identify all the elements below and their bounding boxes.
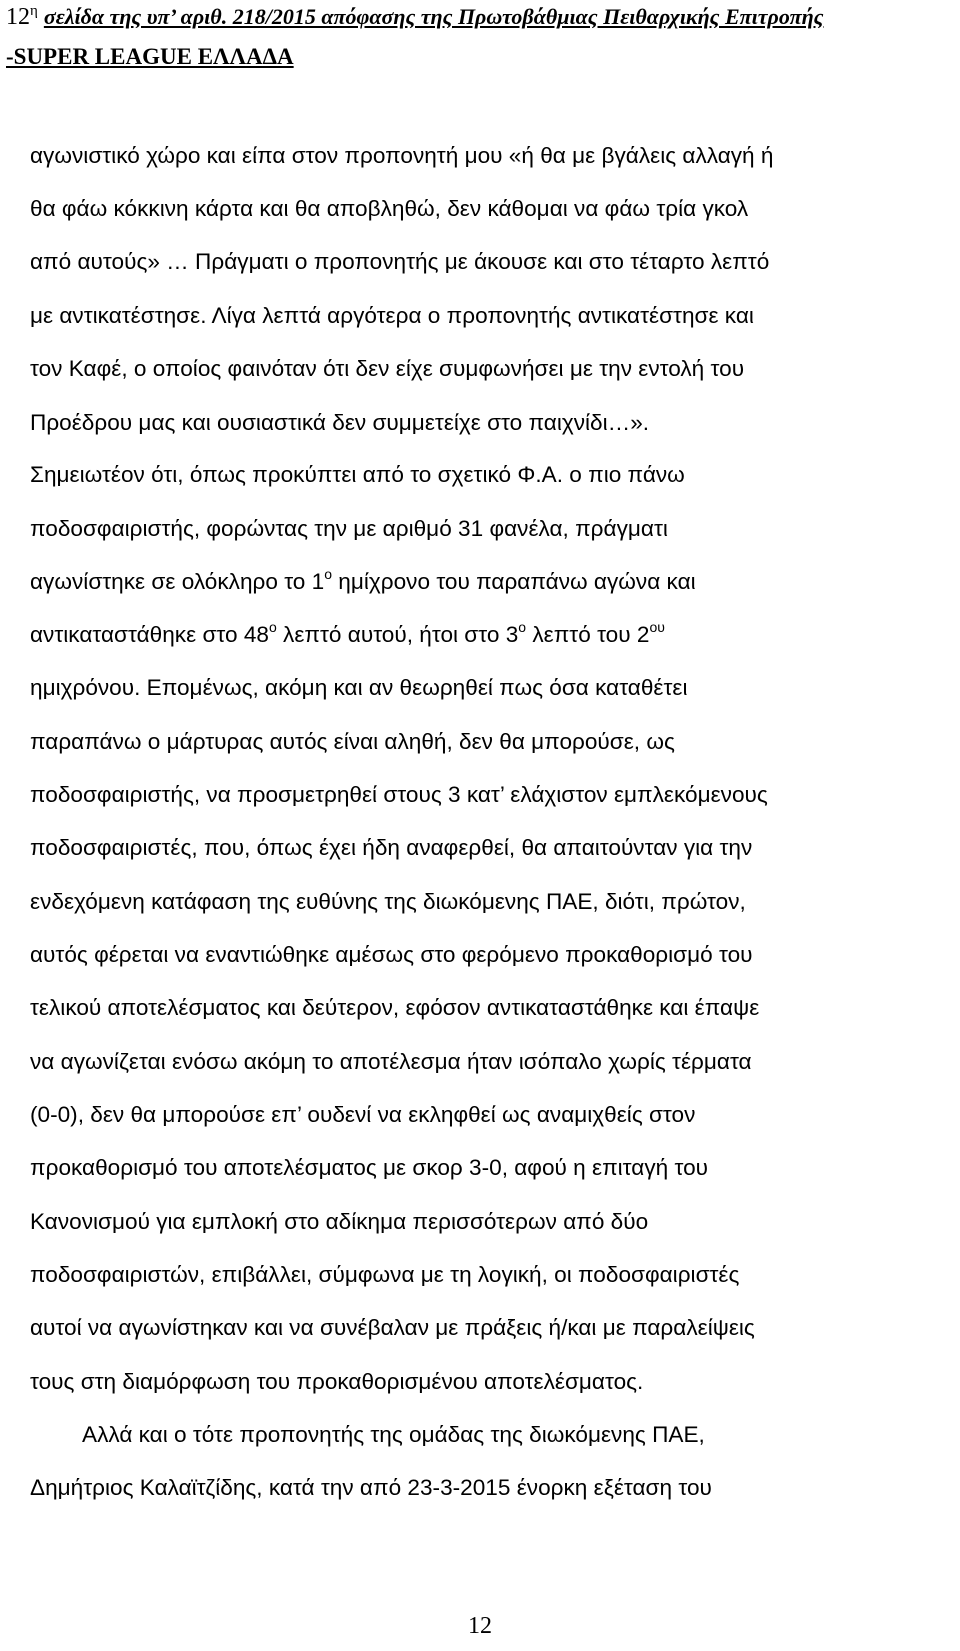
- text-line: Κανονισμού για εμπλοκή στο αδίκημα περισσότερων από δύο: [30, 1209, 649, 1234]
- ordinal-suffix: ο: [268, 619, 277, 635]
- text-line: [30, 566, 696, 598]
- text-segment: λεπτό του 2: [532, 622, 650, 647]
- justified-text: Προέδρου μας και ουσιαστικά δεν συμμετείχε στο παιχνίδι…».: [30, 410, 650, 435]
- ordinal-suffix: ο: [518, 619, 527, 635]
- footer-page-number: 12: [468, 1613, 492, 1639]
- text-line: Δημήτριος Καλαϊτζίδης, κατά την από 23-3-2015 ένορκη εξέταση του: [30, 1475, 712, 1500]
- text-segment: αντικαταστάθηκε στο 48: [30, 622, 269, 647]
- text-line: από αυτούς» … Πράγματι ο προπονητής με άκουσε και στο τέταρτο λεπτό: [30, 249, 770, 274]
- text-line: ποδοσφαιριστές, που, όπως έχει ήδη αναφερθεί, θα απαιτούνταν για την: [30, 835, 753, 860]
- text-line: παραπάνω ο μάρτυρας αυτός είναι αληθή, δεν θα μπορούσε, ως: [30, 729, 675, 754]
- page-header: [6, 2, 823, 32]
- ordinal-suffix: ο: [324, 566, 333, 582]
- text-line: Αλλά και ο τότε προπονητής της ομάδας της διωκόμενης ΠΑΕ,: [82, 1422, 705, 1447]
- ordinal-suffix: ου: [649, 619, 665, 635]
- text-line: ποδοσφαιριστών, επιβάλλει, σύμφωνα με τη λογική, οι ποδοσφαιριστές: [30, 1262, 740, 1287]
- text-line: αγωνιστικό χώρο και είπα στον προπονητή μου «ή θα με βγάλεις αλλαγή ή: [30, 143, 774, 168]
- text-segment: λεπτό αυτού, ήτοι στο 3: [283, 622, 519, 647]
- header-subtitle: -SUPER LEAGUE ΕΛΛΑΔΑ: [6, 44, 294, 69]
- text-line: [30, 619, 665, 651]
- text-line: ποδοσφαιριστής, φορώντας την με αριθμό 31 φανέλα, πράγματι: [30, 516, 668, 541]
- text-line: τους στη διαμόρφωση του προκαθορισμένου αποτελέσματος.: [30, 1369, 644, 1394]
- text-line: προκαθορισμό του αποτελέσματος με σκορ 3-0, αφού η επιταγή του: [30, 1155, 709, 1180]
- header-page-number-suffix: η: [30, 3, 38, 19]
- text-line: ενδεχόμενη κατάφαση της ευθύνης της διωκόμενης ΠΑΕ, διότι, πρώτον,: [30, 889, 746, 914]
- text-segment: αγωνίστηκε σε ολόκληρο το 1: [30, 569, 325, 594]
- header-page-number: 12: [6, 4, 30, 30]
- text-line: ημιχρόνου. Επομένως, ακόμη και αν θεωρηθεί πως όσα καταθέτει: [30, 675, 688, 700]
- text-line: τελικού αποτελέσματος και δεύτερον, εφόσον αντικαταστάθηκε και έπαψε: [30, 995, 760, 1020]
- text-segment: ημίχρονο του παραπάνω αγώνα και: [338, 569, 696, 594]
- text-line: αυτοί να αγωνίστηκαν και να συνέβαλαν με πράξεις ή/και με παραλείψεις: [30, 1315, 755, 1340]
- text-line: ποδοσφαιριστής, να προσμετρηθεί στους 3 κατ’ ελάχιστον εμπλεκόμενους: [30, 782, 768, 807]
- text-line: Σημειωτέον ότι, όπως προκύπτει από το σχετικό Φ.Α. ο πιο πάνω: [30, 462, 685, 487]
- text-line: τον Καφέ, ο οποίος φαινόταν ότι δεν είχε συμφωνήσει με την εντολή του: [30, 356, 745, 381]
- text-line: αυτός φέρεται να εναντιώθηκε αμέσως στο φερόμενο προκαθορισμό του: [30, 942, 753, 967]
- text-line: θα φάω κόκκινη κάρτα και θα αποβληθώ, δεν κάθομαι να φάω τρία γκολ: [30, 196, 749, 221]
- text-line: με αντικατέστησε. Λίγα λεπτά αργότερα ο προπονητής αντικατέστησε και: [30, 303, 754, 328]
- text-line: (0-0), δεν θα μπορούσε επ’ ουδενί να εκληφθεί ως αναμιχθείς στον: [30, 1102, 696, 1127]
- text-line: [30, 407, 914, 439]
- header-title: σελίδα της υπ’ αριθ. 218/2015 απόφασης της Πρωτοβάθμιας Πειθαρχικής Επιτροπής: [43, 4, 824, 29]
- text-line: να αγωνίζεται ενόσω ακόμη το αποτέλεσμα ήταν ισόπαλο χωρίς τέρματα: [30, 1049, 752, 1074]
